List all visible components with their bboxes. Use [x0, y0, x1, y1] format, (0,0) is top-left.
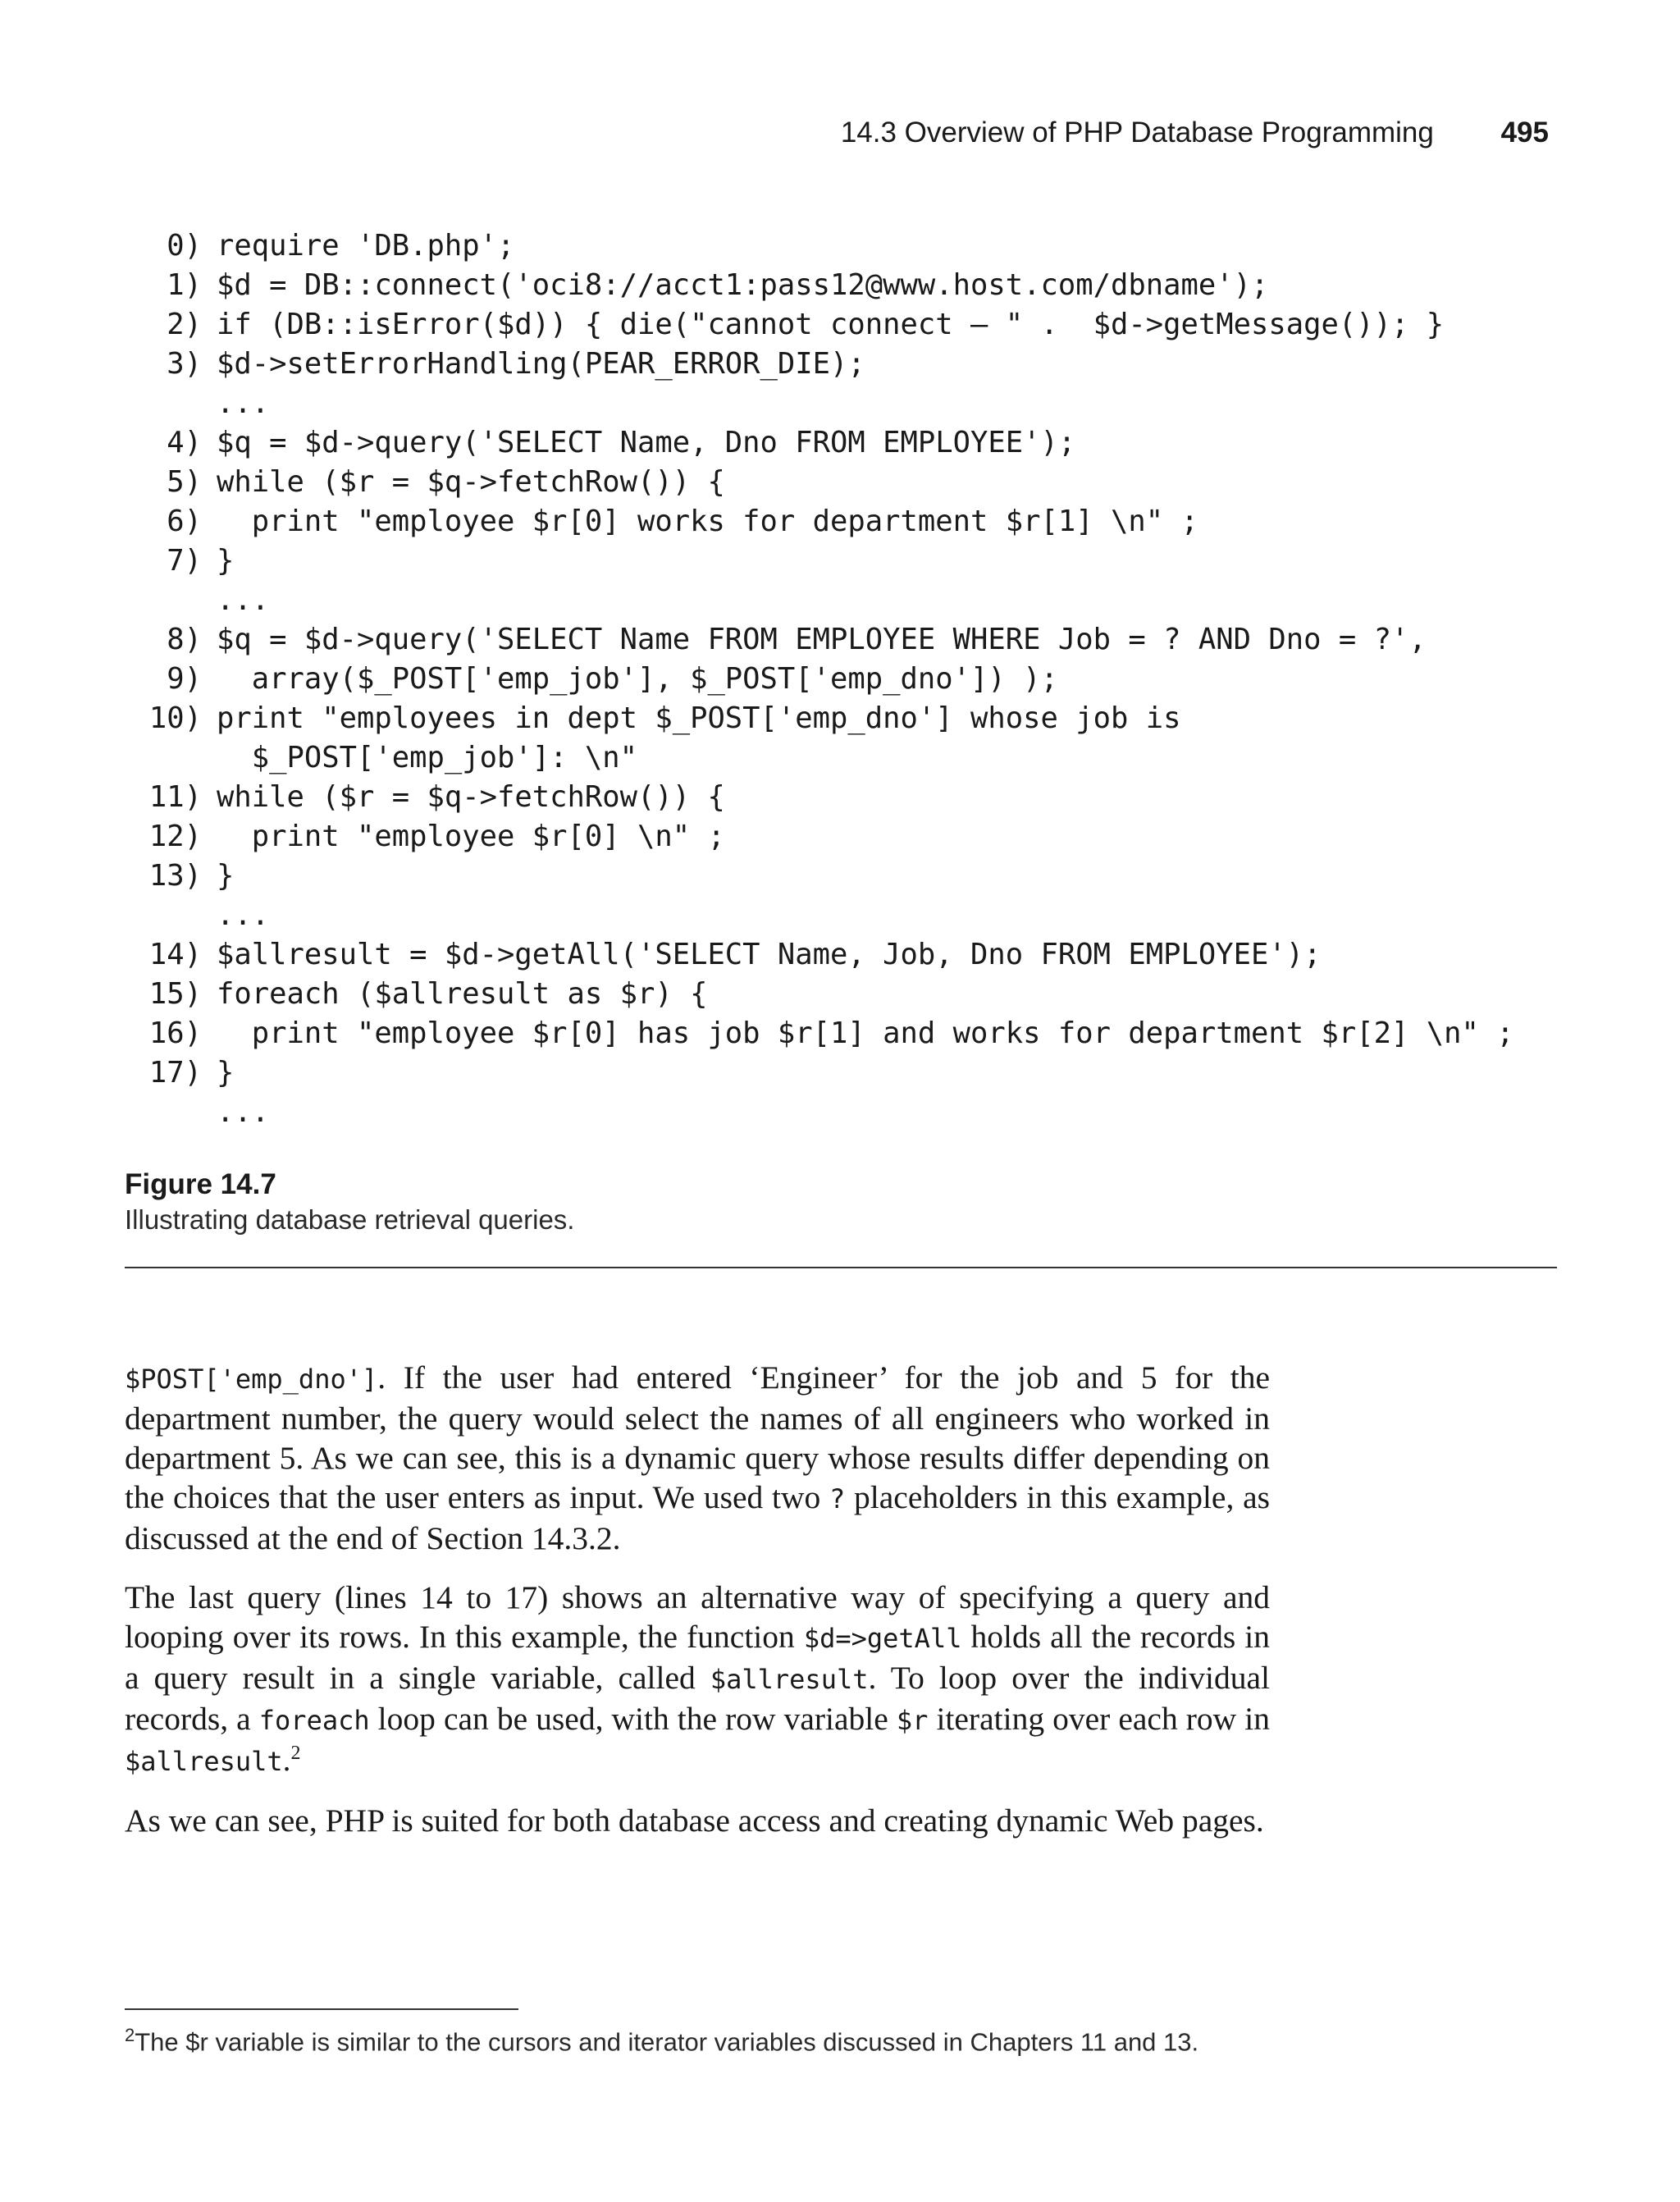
code-line [123, 384, 1567, 423]
code-line [123, 778, 1567, 817]
running-header [841, 116, 1549, 149]
code-line [123, 463, 1567, 502]
code-text: } [217, 544, 235, 578]
code-text: $q = $d->query('SELECT Name, Dno FROM EMPLOYEE'); [217, 426, 1076, 459]
code-line [123, 620, 1567, 660]
code-line [123, 502, 1567, 541]
footnote-text: The $r variable is similar to the cursors and iterator variables discussed in Chapters 11 and 13. [135, 2027, 1199, 2057]
line-number: 10) [148, 701, 202, 735]
line-number: 0) [167, 229, 202, 263]
code-text: print "employees in dept $_POST['emp_dno'] whose job is [217, 701, 1181, 735]
body-text [125, 1358, 1270, 1860]
inline-code: $POST['emp_dno'] [125, 1364, 378, 1395]
line-number: 14) [148, 938, 202, 971]
footnote-marker: 2 [125, 2025, 135, 2045]
inline-code: $allresult [710, 1664, 869, 1695]
line-number: 12) [148, 820, 202, 853]
code-text: require 'DB.php'; [217, 229, 515, 263]
inline-code: $allresult [125, 1746, 283, 1777]
code-text: print "employee $r[0] works for department $r[1] \n" ; [217, 505, 1198, 538]
code-text: $allresult = $d->getAll('SELECT Name, Job, Dno FROM EMPLOYEE'); [217, 938, 1322, 971]
line-number: 5) [167, 465, 202, 499]
code-text: foreach ($allresult as $r) { [217, 977, 708, 1011]
line-number: 9) [167, 662, 202, 696]
code-listing [123, 226, 1567, 1132]
code-text: } [217, 859, 235, 893]
code-line [123, 896, 1567, 935]
line-number [123, 581, 202, 620]
figure-label: Figure 14.7 [125, 1168, 276, 1200]
line-number: 8) [167, 623, 202, 656]
paragraph-text: loop can be used, with the row variable [369, 1701, 897, 1737]
line-number [123, 384, 202, 423]
code-line [123, 975, 1567, 1014]
code-line [123, 699, 1567, 738]
inline-code: $d=>getAll [803, 1623, 962, 1654]
code-line [123, 935, 1567, 975]
code-text: print "employee $r[0] has job $r[1] and works for department $r[2] \n" ; [217, 1016, 1514, 1050]
line-number: 1) [167, 268, 202, 302]
code-line [123, 857, 1567, 896]
code-text: $_POST['emp_job']: \n" [217, 741, 637, 774]
line-number: 16) [148, 1016, 202, 1050]
code-line [123, 226, 1567, 266]
footnote [125, 2025, 1198, 2057]
paragraph-1 [125, 1358, 1270, 1558]
paragraph-text: placeholders in this example, as discussed at the end of Section 14.3.2. [125, 1479, 1270, 1556]
inline-code: $r [896, 1705, 929, 1736]
code-line [123, 1014, 1567, 1053]
section-title: 14.3 Overview of PHP Database Programming [840, 116, 1434, 148]
paragraph-text: iterating over each row in [928, 1701, 1270, 1737]
line-number [123, 896, 202, 935]
footnote-ref[interactable]: 2 [290, 1742, 301, 1764]
code-text: } [217, 1056, 235, 1090]
line-number: 7) [167, 544, 202, 578]
code-line [123, 817, 1567, 857]
code-line [123, 581, 1567, 620]
inline-code: foreach [258, 1705, 370, 1736]
paragraph-3: As we can see, PHP is suited for both database access and creating dynamic Web pages. [125, 1802, 1264, 1839]
code-text: array($_POST['emp_job'], $_POST['emp_dno']) ); [217, 662, 1058, 696]
line-number [123, 1093, 202, 1132]
paragraph-text: The last query (lines 14 to 17) shows an alternative way of specifying a query and looping over its rows. In this example, the function [125, 1579, 1270, 1655]
code-line [123, 423, 1567, 463]
line-number: 3) [167, 347, 202, 381]
code-text: while ($r = $q->fetchRow()) { [217, 465, 725, 499]
code-text: while ($r = $q->fetchRow()) { [217, 780, 725, 814]
code-text: ... [217, 583, 270, 617]
figure-divider [125, 1267, 1557, 1268]
paragraph-2 [125, 1578, 1270, 1781]
line-number: 17) [148, 1056, 202, 1090]
code-text: ... [217, 1095, 270, 1129]
paragraph-text: . If the user had entered ‘Engineer’ for the job and 5 for the department number, the query would select the names of all engineers who worked in department 5. As we can see, this is a dynamic query whose results differ depending on the choices that the user enters as input. We used two [125, 1359, 1270, 1515]
line-number: 11) [148, 780, 202, 814]
footnote-divider [125, 2008, 518, 2010]
code-text: if (DB::isError($d)) { die("cannot connect – " . $d->getMessage()); } [217, 308, 1445, 341]
inline-code: ? [829, 1483, 846, 1514]
paragraph-text: . To loop over the individual records, a [125, 1660, 1270, 1737]
code-line [123, 266, 1567, 305]
code-line [123, 541, 1567, 581]
line-number [123, 738, 202, 778]
code-text: print "employee $r[0] \n" ; [217, 820, 725, 853]
code-line [123, 738, 1567, 778]
code-text: $q = $d->query('SELECT Name FROM EMPLOYEE WHERE Job = ? AND Dno = ?', [217, 623, 1427, 656]
code-line [123, 660, 1567, 699]
code-line [123, 1053, 1567, 1093]
paragraph-text: . [282, 1742, 291, 1778]
page-number: 495 [1500, 116, 1549, 148]
code-line [123, 345, 1567, 384]
line-number: 13) [148, 859, 202, 893]
code-line [123, 305, 1567, 345]
paragraph-text: holds all the records in a query result in a single variable, called [125, 1619, 1270, 1696]
line-number: 6) [167, 505, 202, 538]
code-text: ... [217, 386, 270, 420]
line-number: 15) [148, 977, 202, 1011]
figure-caption: Illustrating database retrieval queries. [125, 1204, 575, 1235]
code-text: ... [217, 898, 270, 932]
code-text: $d->setErrorHandling(PEAR_ERROR_DIE); [217, 347, 865, 381]
line-number: 2) [167, 308, 202, 341]
code-text: $d = DB::connect('oci8://acct1:pass12@www.host.com/dbname'); [217, 268, 1269, 302]
code-line [123, 1093, 1567, 1132]
line-number: 4) [167, 426, 202, 459]
